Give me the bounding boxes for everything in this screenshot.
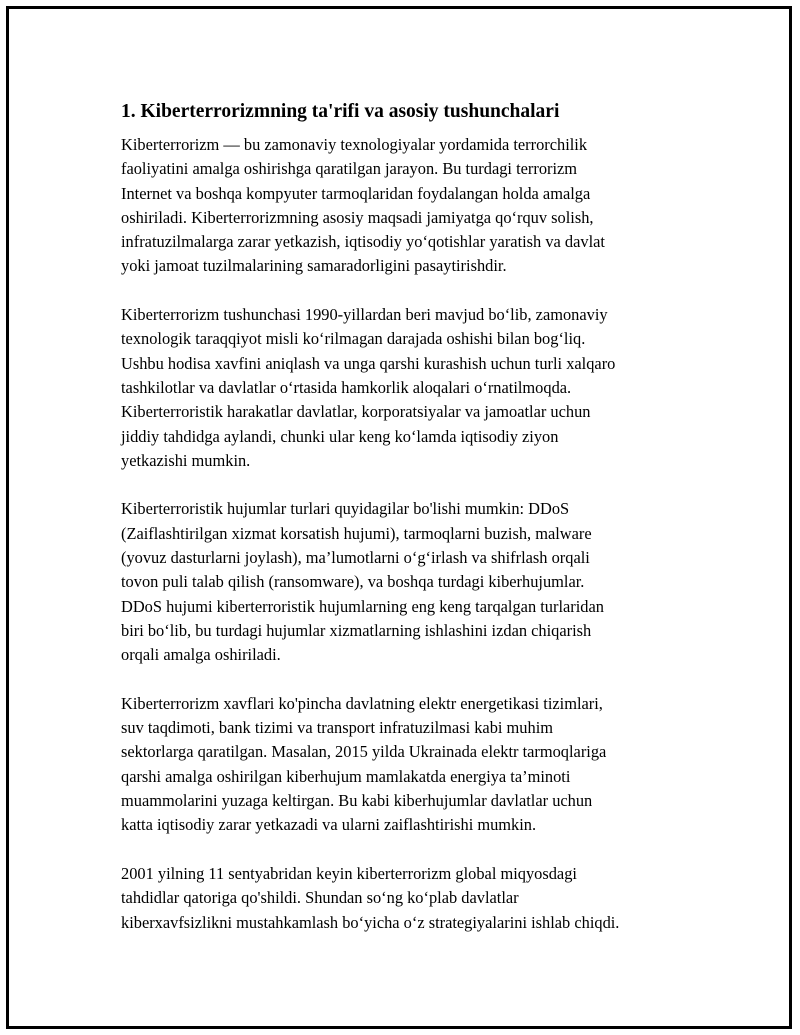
paragraph-line: muammolarini yuzaga keltirgan. Bu kabi kiberhujumlar davlatlar uchun (121, 791, 593, 811)
paragraph-line: (yovuz dasturlarni joylash), ma’lumotlarni o‘g‘irlash va shifrlash orqali (121, 548, 590, 568)
paragraph-line: kiberxavfsizlikni mustahkamlash bo‘yicha o‘z strategiyalarini ishlab chiqdi. (121, 912, 620, 932)
paragraph-line: Kiberterroristik harakatlar davlatlar, korporatsiyalar va jamoatlar uchun (121, 402, 591, 422)
paragraph-line: yetkazishi mumkin. (121, 450, 251, 470)
paragraph-line: orqali amalga oshiriladi. (121, 645, 281, 665)
document-body (121, 99, 701, 959)
paragraph (121, 497, 701, 667)
paragraph-line: faoliyatini amalga oshirishga qaratilgan jarayon. Bu turdagi terrorizm (121, 159, 578, 179)
paragraph-line: texnologik taraqqiyot misli ko‘rilmagan darajada oshishi bilan bog‘liq. (121, 329, 586, 349)
paragraph (121, 303, 701, 473)
paragraph-line: suv taqdimoti, bank tizimi va transport infratuzilmasi kabi muhim (121, 718, 553, 738)
paragraph-line: (Zaiflashtirilgan xizmat korsatish hujumi), tarmoqlarni buzish, malware (121, 523, 592, 543)
paragraph-line: DDoS hujumi kiberterroristik hujumlarning eng keng tarqalgan turlaridan (121, 596, 604, 616)
paragraph-line: sektorlarga qaratilgan. Masalan, 2015 yilda Ukrainada elektr tarmoqlariga (121, 742, 607, 762)
page-frame (6, 6, 792, 1029)
paragraph-line: jiddiy tahdidga aylandi, chunki ular keng ko‘lamda iqtisodiy ziyon (121, 426, 559, 446)
paragraph-line: 2001 yilning 11 sentyabridan keyin kiberterrorizm global miqyosdagi (121, 863, 577, 883)
paragraph-line: oshiriladi. Kiberterrorizmning asosiy maqsadi jamiyatga qo‘rquv solish, (121, 207, 594, 227)
paragraph-line: tashkilotlar va davlatlar o‘rtasida hamkorlik aloqalari o‘rnatilmoqda. (121, 377, 572, 397)
paragraph-line: Kiberterrorizm xavflari ko'pincha davlatning elektr energetikasi tizimlari, (121, 693, 603, 713)
paragraph-line: biri bo‘lib, bu turdagi hujumlar xizmatlarning ishlashini izdan chiqarish (121, 620, 592, 640)
paragraph-line: yoki jamoat tuzilmalarining samaradorligini pasaytirishdir. (121, 256, 507, 276)
paragraph-line: Ushbu hodisa xavfini aniqlash va unga qarshi kurashish uchun turli xalqaro (121, 353, 616, 373)
paragraph-line: Kiberterroristik hujumlar turlari quyidagilar bo'lishi mumkin: DDoS (121, 499, 570, 519)
paragraph-list (121, 133, 701, 935)
paragraph-line: katta iqtisodiy zarar yetkazadi va ularni zaiflashtirishi mumkin. (121, 815, 537, 835)
paragraph (121, 692, 701, 838)
paragraph-line: Kiberterrorizm tushunchasi 1990-yillardan beri mavjud bo‘lib, zamonaviy (121, 305, 608, 325)
paragraph-line: qarshi amalga oshirilgan kiberhujum mamlakatda energiya ta’minoti (121, 766, 571, 786)
paragraph (121, 133, 701, 279)
section-heading: 1. Kiberterrorizmning ta'rifi va asosiy tushunchalari (121, 101, 560, 122)
paragraph-line: infratuzilmalarga zarar yetkazish, iqtisodiy yo‘qotishlar yaratish va davlat (121, 232, 605, 252)
paragraph (121, 862, 701, 935)
paragraph-line: Internet va boshqa kompyuter tarmoqlaridan foydalangan holda amalga (121, 183, 591, 203)
paragraph-line: Kiberterrorizm — bu zamonaviy texnologiyalar yordamida terrorchilik (121, 135, 588, 154)
paragraph-line: tovon puli talab qilish (ransomware), va boshqa turdagi kiberhujumlar. (121, 572, 585, 592)
paragraph-line: tahdidlar qatoriga qo'shildi. Shundan so‘ng ko‘plab davlatlar (121, 888, 519, 908)
